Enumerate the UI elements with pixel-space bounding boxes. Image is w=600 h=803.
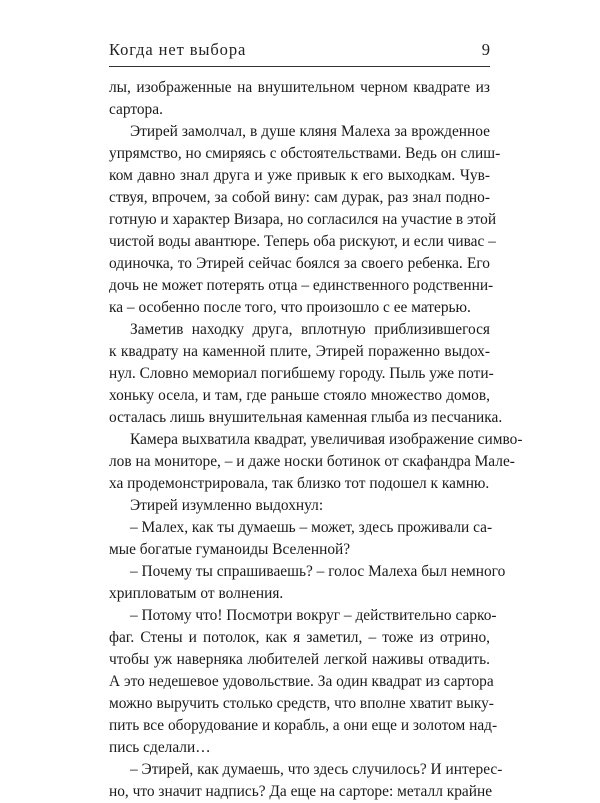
text-line: – Почему ты спрашиваешь? – голос Малеха был немного xyxy=(130,563,506,580)
text-line: ха продемонстрировала, так близко тот подошел к камню. xyxy=(109,475,490,492)
text-line: осталась лишь внушительная каменная глыба из песчаника. xyxy=(109,409,503,426)
text-line: можно выручить столько средств, что вполне хватит выку- xyxy=(109,695,494,712)
header-divider xyxy=(109,66,490,67)
running-title: Когда нет выбора xyxy=(109,40,247,59)
text-line: хоньку осела, и там, где раньше стояло множество домов, xyxy=(109,387,490,404)
text-line: мые богатые гуманоиды Вселенной? xyxy=(109,541,351,558)
text-line: лов на мониторе, – и даже носки ботинок от скафандра Мале- xyxy=(109,453,515,470)
page-number: 9 xyxy=(481,40,490,59)
text-line: пить все оборудование и корабль, а они еще и золотом над- xyxy=(109,717,498,734)
text-line: чистой воды авантюре. Теперь оба рискуют, и если чивас – xyxy=(109,233,496,250)
text-line: хрипловатым от волнения. xyxy=(109,585,284,602)
text-line: чтобы уж наверняка любителей легкой наживы отвадить. xyxy=(109,651,490,668)
running-header xyxy=(109,40,490,62)
text-line: – Потому что! Посмотри вокруг – действительно сарко- xyxy=(130,607,497,624)
text-line: лы, изображенные на внушительном черном квадрате из xyxy=(109,79,490,96)
text-line: ка – особенно после того, что произошло с ее матерью. xyxy=(109,299,471,316)
text-line: сартора. xyxy=(109,101,163,118)
text-line: ствуя, впрочем, за собой вину: сам дурак, раз знал подно- xyxy=(109,189,490,206)
text-line: ком давно знал друга и уже привык к его выходкам. Чув- xyxy=(109,167,490,184)
text-line: – Этирей, как думаешь, что здесь случилось? И интерес- xyxy=(130,761,503,778)
text-line: – Малех, как ты думаешь – может, здесь проживали са- xyxy=(130,519,493,536)
text-line: упрямство, но смиряясь с обстоятельствами. Ведь он слиш- xyxy=(109,145,501,162)
text-line: Этирей изумленно выдохнул: xyxy=(130,497,324,514)
body-text xyxy=(109,77,523,803)
text-line: Заметив находку друга, вплотную приблизившегося xyxy=(130,321,490,338)
text-line: одиночка, то Этирей сейчас боялся за своего ребенка. Его xyxy=(109,255,490,272)
text-line: готную и характер Визара, но согласился на участие в этой xyxy=(109,211,497,228)
text-line: но, что значит надпись? Да еще на сарторе: металл крайне xyxy=(109,783,493,800)
text-line: А это недешевое удовольствие. За один квадрат из сартора xyxy=(109,673,494,690)
text-line: нул. Словно мемориал погибшему городу. Пыль уже поти- xyxy=(109,365,494,382)
text-line: дочь не может потерять отца – единственного родственни- xyxy=(109,277,494,294)
text-line: Камера выхватила квадрат, увеличивая изображение симво- xyxy=(130,431,523,448)
text-line: к квадрату на каменной плите, Этирей пораженно выдох- xyxy=(109,343,490,360)
text-line: пись сделали… xyxy=(109,739,211,756)
text-line: Этирей замолчал, в душе кляня Малеха за врожденное xyxy=(130,123,490,140)
text-line: фаг. Стены и потолок, как я заметил, – тоже из отрино, xyxy=(109,629,490,646)
